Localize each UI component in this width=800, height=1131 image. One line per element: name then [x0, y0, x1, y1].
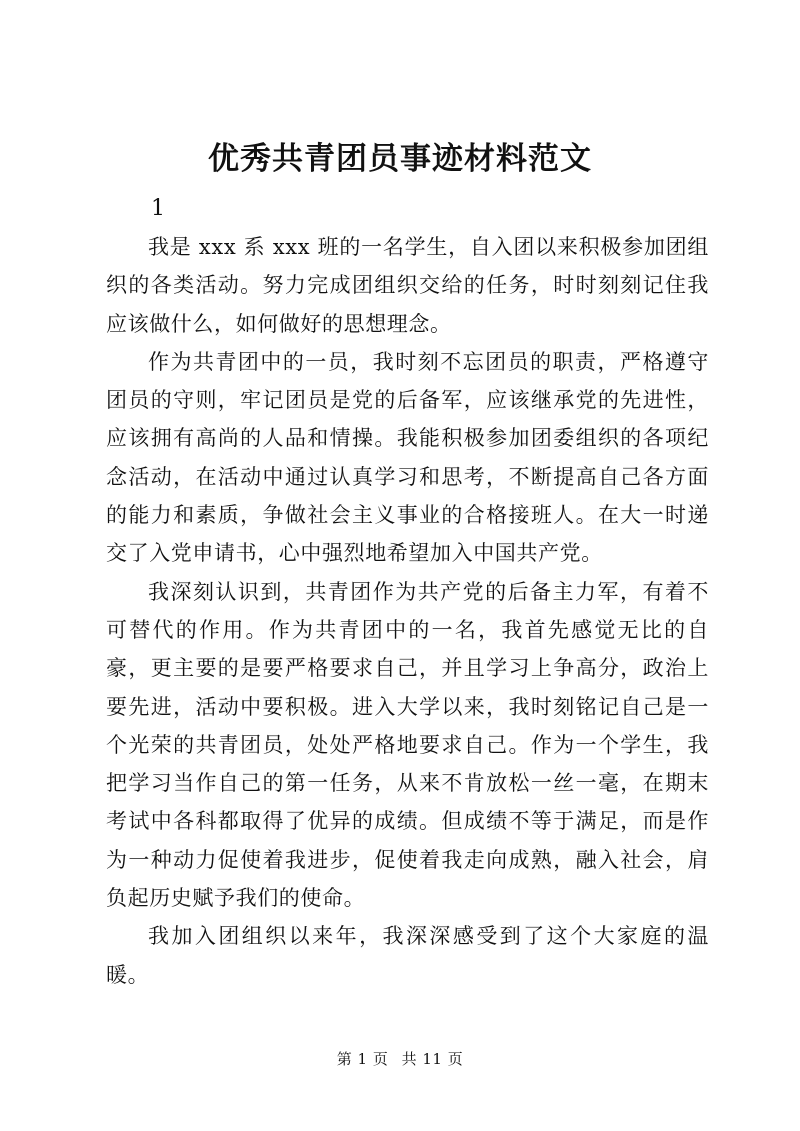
page-number-label: 第 1 页	[336, 1050, 389, 1068]
paragraph-1: 我是 xxx 系 xxx 班的一名学生，自入团以来积极参加团组织的各类活动。努力完成团组织交给的任务，时时刻刻记住我应该做什么，如何做好的思想理念。	[106, 235, 709, 336]
document-body	[106, 228, 709, 994]
total-pages-label: 共 11 页	[401, 1050, 464, 1068]
page-footer	[0, 1048, 800, 1070]
paragraph-4: 我加入团组织以来年，我深深感受到了这个大家庭的温暖。	[106, 924, 709, 987]
document-title: 优秀共青团员事迹材料范文	[208, 141, 592, 177]
paragraph-2: 作为共青团中的一员，我时刻不忘团员的职责，严格遵守团员的守则，牢记团员是党的后备军，应该继承党的先进性，应该拥有高尚的人品和情操。我能积极参加团委组织的各项纪念活动，在活动中通过认真学习和思考，不断提高自己各方面的能力和素质，争做社会主义事业的合格接班人。在大一时递交了入党申请书，心中强烈地希望加入中国共产党。	[106, 349, 709, 566]
paragraph-3: 我深刻认识到，共青团作为共产党的后备主力军，有着不可替代的作用。作为共青团中的一名，我首先感觉无比的自豪，更主要的是要严格要求自己，并且学习上争高分，政治上要先进，活动中要积极。进入大学以来，我时刻铭记自己是一个光荣的共青团员，处处严格地要求自己。作为一个学生，我把学习当作自己的第一任务，从来不肯放松一丝一毫，在期末考试中各科都取得了优异的成绩。但成绩不等于满足，而是作为一种动力促使着我进步，促使着我走向成熟，融入社会，肩负起历史赋予我们的使命。	[106, 579, 709, 911]
section-number: 1	[151, 196, 165, 221]
